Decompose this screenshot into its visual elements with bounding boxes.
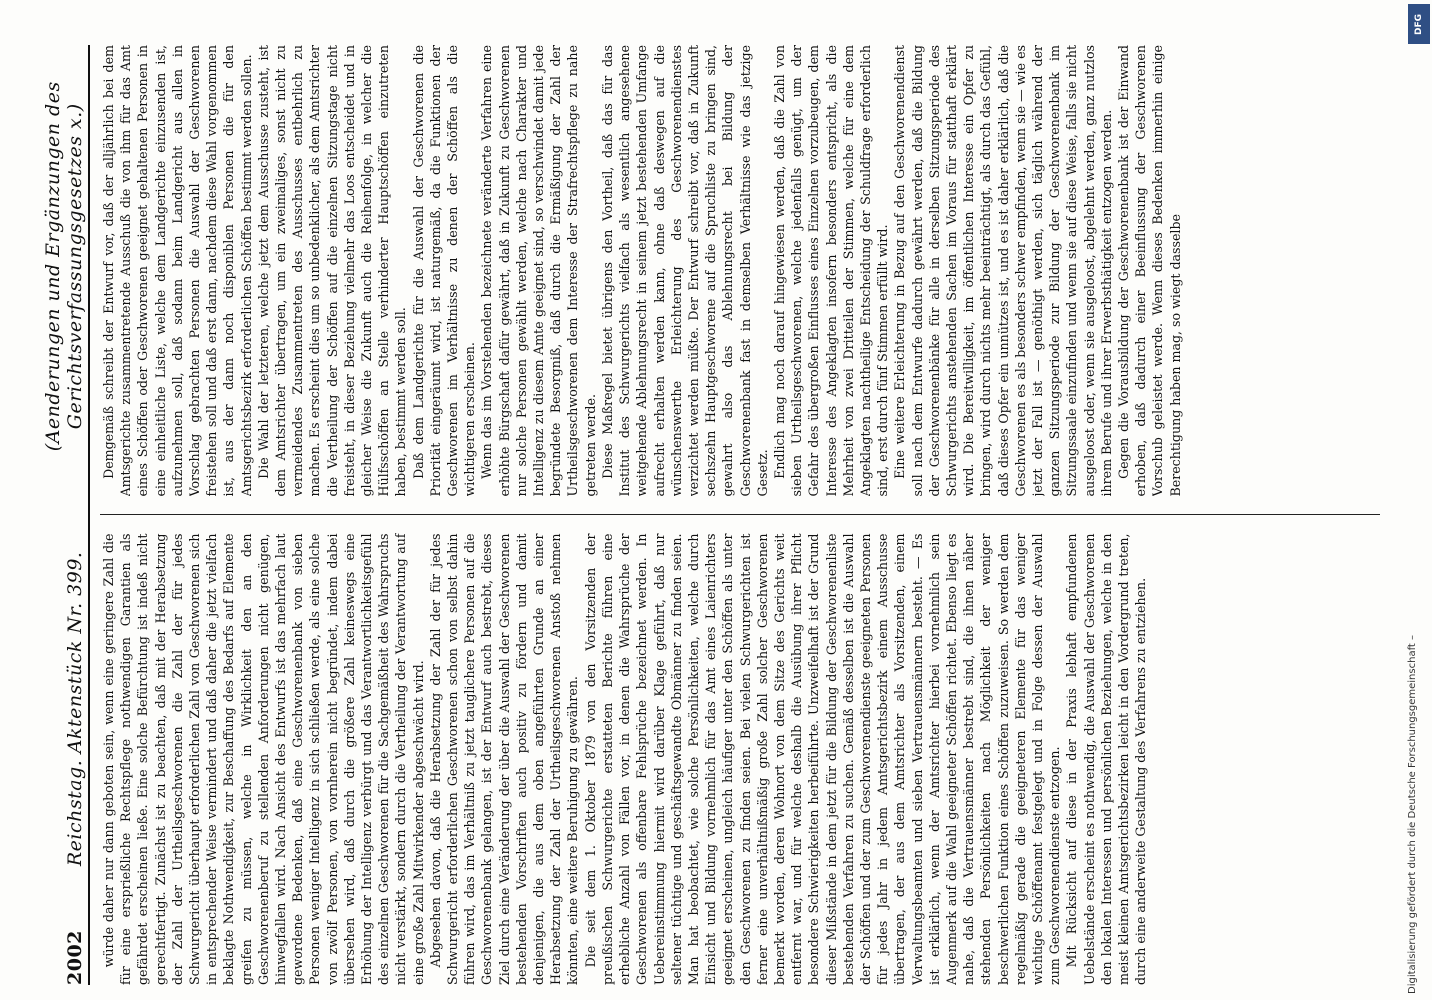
dfg-logo: DFG	[1408, 4, 1430, 44]
paragraph: würde daher nur dann geboten sein, wenn eine geringere Zahl die für eine ersprießliche Rechtspflege nothwendigen Garantien als gefährdet erscheinen ließe. Eine solche Befürchtung ist indeß nicht gerechtfertigt. Zunächst ist zu beachten, daß mit der Herabsetzung der Zahl der Urtheilsgeschworenen die Zahl der für jedes Schwurgericht überhaupt erforderlichen Zahl von Geschworenen sich in entsprechender Weise vermindert und daß daher die jetzt vielfach beklagte Nothwendigkeit, zur Beschaffung des Bedarfs auf Elemente greifen zu müssen, welche in Wirklichkeit den an den Geschworenenberuf zu stellenden Anforderungen nicht genügen, hinwegfallen wird. Nach Ansicht des Entwurfs ist das mehrfach laut gewordene Bedenken, daß eine Geschworenenbank von sieben Personen weniger Intelligenz in sich schließen werde, als eine solche von zwölf Personen, von vornherein nicht begründet, indem dabei übersehen wird, daß durch die größere Zahl keineswegs eine Erhöhung der Intelligenz verbürgt und das Verantwortlichkeitsgefühl des einzelnen Geschworenen für die Sachgemäßheit des Wahrspruchs nicht verstärkt, sondern durch die Vertheilung der Verantwortung auf eine große Zahl Mitwirkender abgeschwächt wird.	[101, 533, 426, 985]
paragraph: Mit Rücksicht auf diese in der Praxis lebhaft empfundenen Uebelstände erscheint es nothwendig, die Auswahl der Geschworenen den lokalen Interessen und persönlichen Beziehungen, welche in den meist kleinen Amtsgerichtsbezirken leicht in den Vordergrund treten, durch eine anderweite Gestaltung des Verfahrens zu entziehen.	[1064, 533, 1149, 985]
digitization-note: Digitalisierung gefördert durch die Deutsche Forschungsgemeinschaft –	[1407, 634, 1418, 994]
right-column	[100, 45, 1380, 497]
paragraph: Gegen die Vorausbildung der Geschworenenbank ist der Einwand erhoben, daß dadurch einer Beeinflussung der Geschworenen Vorschub geleistet werde. Wenn dieses Bedenken immerhin einige Berechtigung haben mag, so wiegt dasselbe	[1115, 45, 1183, 497]
paragraph: Abgesehen davon, daß die Herabsetzung der Zahl der für jedes Schwurgericht erforderlichen Geschworenen schon von selbst dahin führen wird, das im Verhältniß zu jetzt tauglichere Personen auf die Geschworenenbank gelangen, ist der Entwurf auch bestrebt, dieses Ziel durch eine Veränderung der über die Auswahl der Geschworenen bestehenden Vorschriften auch positiv zu fördern und damit denjenigen, die aus dem oben angeführten Grunde an einer Herabsetzung der Zahl der Urtheilsgeschworenen Anstoß nehmen könnten, eine weitere Beruhigung zu gewähren.	[427, 533, 581, 985]
paragraph: Die Wahl der letzteren, welche jetzt dem Ausschusse zusteht, ist dem Amtsrichter übertragen, um ein zweimaliges, sonst nicht zu vermeidendes Zusammentreten des Ausschusses entbehrlich zu machen. Es erscheint dies um so unbedenklicher, als dem Amtsrichter die Vertheilung der Schöffen auf die einzelnen Sitzungstage nicht freisteht, in dieser Beziehung vielmehr das Loos entscheidet und in gleicher Weise die Zukunft auch die Reihenfolge, in welcher die Hülfsschöffen an Stelle verhinderter Hauptschöffen einzutreten haben, bestimmt werden soll.	[255, 45, 409, 497]
paragraph: Eine weitere Erleichterung in Bezug auf den Geschworenendienst soll nach dem Entwurfe dadurch gewährt werden, daß die Bildung der Geschworenenbänke für alle in derselben Sitzungsperiode des Schwurgerichts anstehenden Sachen im Voraus für statthaft erklärt wird. Die Bereitwilligkeit, im öffentlichen Interesse ein Opfer zu bringen, wird durch nichts mehr beeinträchtigt, als durch das Gefühl, daß dieses Opfer ein unnützes ist, und es ist daher erklärlich, daß die Geschworenen es als besonders schwer empfinden, wenn sie — wie es jetzt der Fall ist — genöthigt werden, sich täglich während der ganzen Sitzungsperiode zur Bildung der Geschworenenbank im Sitzungssaale einzufinden und wenn sie auf diese Weise, falls sie nicht ausgeloost oder, wenn sie ausgeloost, abgelehnt werden, ganz nutzlos ihrem Berufe und ihrer Erwerbsthätigkeit entzogen werden.	[892, 45, 1114, 497]
column-divider	[100, 515, 1380, 516]
left-heading: Reichstag. Aktenstück Nr. 399.	[64, 551, 86, 867]
running-head	[42, 45, 90, 985]
paragraph: Diese Maßregel bietet übrigens den Vortheil, daß das für das Institut des Schwurgerichts vielfach als wesentlich angesehene weitgehende Ablehnungsrecht in seinem jetzt bestehenden Umfange aufrecht erhalten werden kann, ohne daß deswegen auf die wünschenswerthe Erleichterung des Geschworenendienstes verzichtet werden müßte. Der Entwurf schreibt vor, daß in Zukunft sechszehn Hauptgeschworene auf die Spruchliste zu bringen sind, gewahrt also das Ablehnungsrecht bei Bildung der Geschworenenbank fast in demselben Verhältnisse wie das jetzige Gesetz.	[599, 45, 770, 497]
page-number: 2002	[64, 930, 86, 985]
paragraph: Wenn das im Vorstehenden bezeichnete veränderte Verfahren eine erhöhte Bürgschaft dafür gewährt, daß in Zukunft zu Geschworenen nur solche Personen gewählt werden, welche nach Charakter und Intelligenz zu diesem Amte geeignet sind, so verschwindet damit jede begründete Besorgniß, daß durch die Ermäßigung der Zahl der Urtheilsgeschworenen dem Interesse der Strafrechtspflege zu nahe getreten werde.	[479, 45, 598, 497]
right-heading: (Aenderungen und Ergänzungen des Gerichtsverfassungsgesetzes x.)	[42, 81, 86, 452]
paragraph: Endlich mag noch darauf hingewiesen werden, daß die Zahl von sieben Urtheilsgeschworenen, welche jedenfalls genügt, um der Gefahr des übergroßen Einflusses eines Einzelnen vorzubeugen, dem Interesse des Angeklagten insofern besonders entspricht, als die Mehrheit von zwei Dritteilen der Stimmen, welche für eine dem Angeklagten nachtheilige Entscheidung der Schuldfrage erforderlich sind, erst durch fünf Stimmen erfüllt wird.	[771, 45, 891, 497]
paragraph: Daß dem Landgerichte für die Auswahl der Geschworenen die Priorität eingeräumt wird, ist naturgemäß, da die Funktionen der Geschworenen im Verhältnisse zu denen der Schöffen als die wichtigeren erscheinen.	[410, 45, 478, 497]
rotated-page-content	[42, 45, 1386, 985]
text-columns	[100, 45, 1380, 985]
paragraph: Die seit dem 1. Oktober 1879 von den Vorsitzenden der preußischen Schwurgerichte erstatteten Berichte führen eine erhebliche Anzahl von Fällen vor, in denen die Wahrsprüche der Geschworenen als offenbare Fehlsprüche bezeichnet werden. In Uebereinstimmung hiermit wird darüber Klage geführt, daß nur seltener tüchtige und geschäftsgewandte Obmänner zu finden seien. Man hat beobachtet, wie solche Persönlichkeiten, welche durch Einsicht und Bildung vornehmlich für das Amt eines Laienrichters geeignet erscheinen, ungleich häufiger unter den Schöffen als unter den Geschworenen zu finden seien. Bei vielen Schwurgerichten ist ferner eine unverhältnißmäßig große Zahl solcher Geschworenen bemerkt worden, deren Wohnort von dem Sitze des Gerichts weit entfernt war, und für welche deshalb die Ausübung ihrer Pflicht besondere Schwierigkeiten herbeiführte. Unzweifelhaft ist der Grund dieser Mißstände in dem jetzt für die Bildung der Geschworenenliste bestehenden Verfahren zu suchen. Gemäß desselben ist die Auswahl der Schöffen und der zum Geschworenendienste geeigneten Personen für jedes Jahr in jedem Amtsgerichtsbezirk einem Ausschusse übertragen, der aus dem Amtsrichter als Vorsitzenden, einem Verwaltungsbeamten und sieben Vertrauensmännern besteht. — Es ist erklärlich, wenn der Amtsrichter hierbei vornehmlich sein Augenmerk auf die Wahl geeigneter Schöffen richtet. Ebenso liegt es nahe, daß die Vertrauensmänner bestrebt sind, die ihnen näher stehenden Persönlichkeiten nach Möglichkeit der weniger beschwerlichen Funktion eines Schöffen zuzuweisen. So werden dem regelmäßig gerade die geeigneteren Elemente für das weniger wichtige Schöffenamt festgelegt und in Folge dessen der Auswahl zum Geschworenendienste entzogen.	[582, 533, 1063, 985]
paragraph: Demgemäß schreibt der Entwurf vor, daß der alljährlich bei dem Amtsgerichte zusammentretende Ausschuß die von ihm für das Amt eines Schöffen oder Geschworenen geeignet gehaltenen Personen in eine einheitliche Liste, welche dem Landgerichte einzusenden ist, aufzunehmen soll, daß sodann beim Landgericht aus allen in Vorschlag gebrachten Personen die Auswahl der Geschworenen freistehen soll und daß erst dann, nachdem diese Wahl vorgenommen ist, aus der dann noch disponiblen Personen die für den Amtsgerichtsbezirk erforderlichen Schöffen bestimmt werden sollen.	[101, 45, 254, 497]
left-column	[100, 534, 1380, 986]
